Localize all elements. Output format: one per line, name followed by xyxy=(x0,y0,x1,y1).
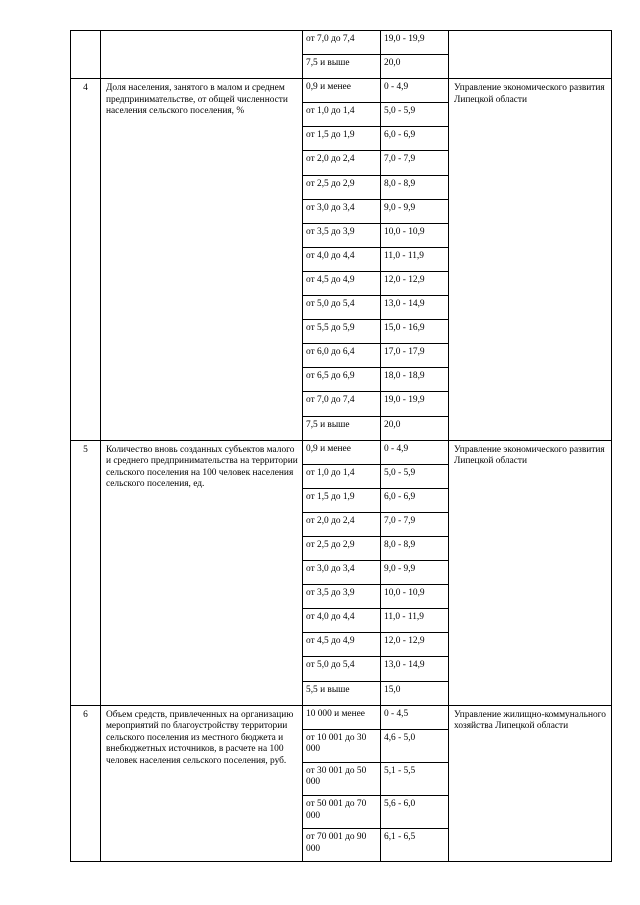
table-row xyxy=(71,31,612,55)
indicator-name: Объем средств, привлеченных на организацию мероприятий по благоустройству территории сельского поселения из местного бюджета и внебюджетных источников, в расчете на 100 человек населения сельского поселения, руб. xyxy=(101,705,303,862)
score-cell: 5,0 - 5,9 xyxy=(381,464,449,488)
score-cell: 12,0 - 12,9 xyxy=(381,271,449,295)
range-cell: от 1,0 до 1,4 xyxy=(303,464,381,488)
score-cell: 0 - 4,9 xyxy=(381,440,449,464)
table-row xyxy=(71,440,612,464)
range-cell: от 4,0 до 4,4 xyxy=(303,609,381,633)
score-cell: 19,0 - 19,9 xyxy=(381,392,449,416)
range-cell: от 5,5 до 5,9 xyxy=(303,320,381,344)
score-cell: 11,0 - 11,9 xyxy=(381,609,449,633)
range-cell: от 30 001 до 50 000 xyxy=(303,762,381,795)
criteria-table-body xyxy=(71,31,612,862)
item-number-cell xyxy=(71,31,101,79)
range-cell: от 3,0 до 3,4 xyxy=(303,199,381,223)
range-cell: от 3,5 до 3,9 xyxy=(303,223,381,247)
organization-cell xyxy=(449,31,612,79)
responsible-organization: Управление жилищно-коммунального хозяйства Липецкой области xyxy=(449,705,612,862)
indicator-name: Количество вновь созданных субъектов малого и среднего предпринимательства на территории сельского поселения на 100 человек населения сельского поселения, ед. xyxy=(101,440,303,705)
score-cell: 12,0 - 12,9 xyxy=(381,633,449,657)
indicator-name-cell xyxy=(101,31,303,79)
item-number: 6 xyxy=(71,705,101,862)
score-cell: 18,0 - 18,9 xyxy=(381,368,449,392)
score-cell: 6,1 - 6,5 xyxy=(381,829,449,862)
responsible-organization: Управление экономического развития Липецкой области xyxy=(449,440,612,705)
score-cell: 6,0 - 6,9 xyxy=(381,127,449,151)
range-cell: от 4,5 до 4,9 xyxy=(303,271,381,295)
score-cell: 19,0 - 19,9 xyxy=(381,31,449,55)
range-cell: 5,5 и выше xyxy=(303,681,381,705)
range-cell: от 6,5 до 6,9 xyxy=(303,368,381,392)
score-cell: 7,0 - 7,9 xyxy=(381,512,449,536)
range-cell: от 2,0 до 2,4 xyxy=(303,151,381,175)
range-cell: от 1,0 до 1,4 xyxy=(303,103,381,127)
range-cell: 10 000 и менее xyxy=(303,705,381,729)
score-cell: 11,0 - 11,9 xyxy=(381,247,449,271)
score-cell: 9,0 - 9,9 xyxy=(381,561,449,585)
range-cell: от 7,0 до 7,4 xyxy=(303,31,381,55)
range-cell: от 50 001 до 70 000 xyxy=(303,796,381,829)
score-cell: 20,0 xyxy=(381,416,449,440)
score-cell: 13,0 - 14,9 xyxy=(381,657,449,681)
score-cell: 0 - 4,5 xyxy=(381,705,449,729)
score-cell: 13,0 - 14,9 xyxy=(381,296,449,320)
range-cell: от 2,5 до 2,9 xyxy=(303,175,381,199)
criteria-table xyxy=(70,30,612,862)
score-cell: 5,6 - 6,0 xyxy=(381,796,449,829)
score-cell: 17,0 - 17,9 xyxy=(381,344,449,368)
range-cell: от 10 001 до 30 000 xyxy=(303,729,381,762)
score-cell: 8,0 - 8,9 xyxy=(381,536,449,560)
range-cell: от 6,0 до 6,4 xyxy=(303,344,381,368)
range-cell: 7,5 и выше xyxy=(303,55,381,79)
score-cell: 10,0 - 10,9 xyxy=(381,223,449,247)
range-cell: от 3,5 до 3,9 xyxy=(303,585,381,609)
range-cell: от 4,0 до 4,4 xyxy=(303,247,381,271)
score-cell: 9,0 - 9,9 xyxy=(381,199,449,223)
score-cell: 10,0 - 10,9 xyxy=(381,585,449,609)
score-cell: 4,6 - 5,0 xyxy=(381,729,449,762)
document-page xyxy=(70,30,611,862)
range-cell: от 2,0 до 2,4 xyxy=(303,512,381,536)
indicator-name: Доля населения, занятого в малом и среднем предпринимательстве, от общей численности населения сельского поселения, % xyxy=(101,79,303,440)
score-cell: 6,0 - 6,9 xyxy=(381,488,449,512)
range-cell: 0,9 и менее xyxy=(303,440,381,464)
score-cell: 20,0 xyxy=(381,55,449,79)
score-cell: 5,0 - 5,9 xyxy=(381,103,449,127)
score-cell: 7,0 - 7,9 xyxy=(381,151,449,175)
range-cell: от 7,0 до 7,4 xyxy=(303,392,381,416)
score-cell: 0 - 4,9 xyxy=(381,79,449,103)
range-cell: 7,5 и выше xyxy=(303,416,381,440)
table-row xyxy=(71,79,612,103)
range-cell: от 4,5 до 4,9 xyxy=(303,633,381,657)
range-cell: от 3,0 до 3,4 xyxy=(303,561,381,585)
range-cell: 0,9 и менее xyxy=(303,79,381,103)
score-cell: 5,1 - 5,5 xyxy=(381,762,449,795)
responsible-organization: Управление экономического развития Липецкой области xyxy=(449,79,612,440)
range-cell: от 70 001 до 90 000 xyxy=(303,829,381,862)
range-cell: от 2,5 до 2,9 xyxy=(303,536,381,560)
range-cell: от 5,0 до 5,4 xyxy=(303,296,381,320)
range-cell: от 1,5 до 1,9 xyxy=(303,488,381,512)
score-cell: 15,0 xyxy=(381,681,449,705)
range-cell: от 1,5 до 1,9 xyxy=(303,127,381,151)
item-number: 4 xyxy=(71,79,101,440)
table-row xyxy=(71,705,612,729)
range-cell: от 5,0 до 5,4 xyxy=(303,657,381,681)
score-cell: 8,0 - 8,9 xyxy=(381,175,449,199)
score-cell: 15,0 - 16,9 xyxy=(381,320,449,344)
item-number: 5 xyxy=(71,440,101,705)
